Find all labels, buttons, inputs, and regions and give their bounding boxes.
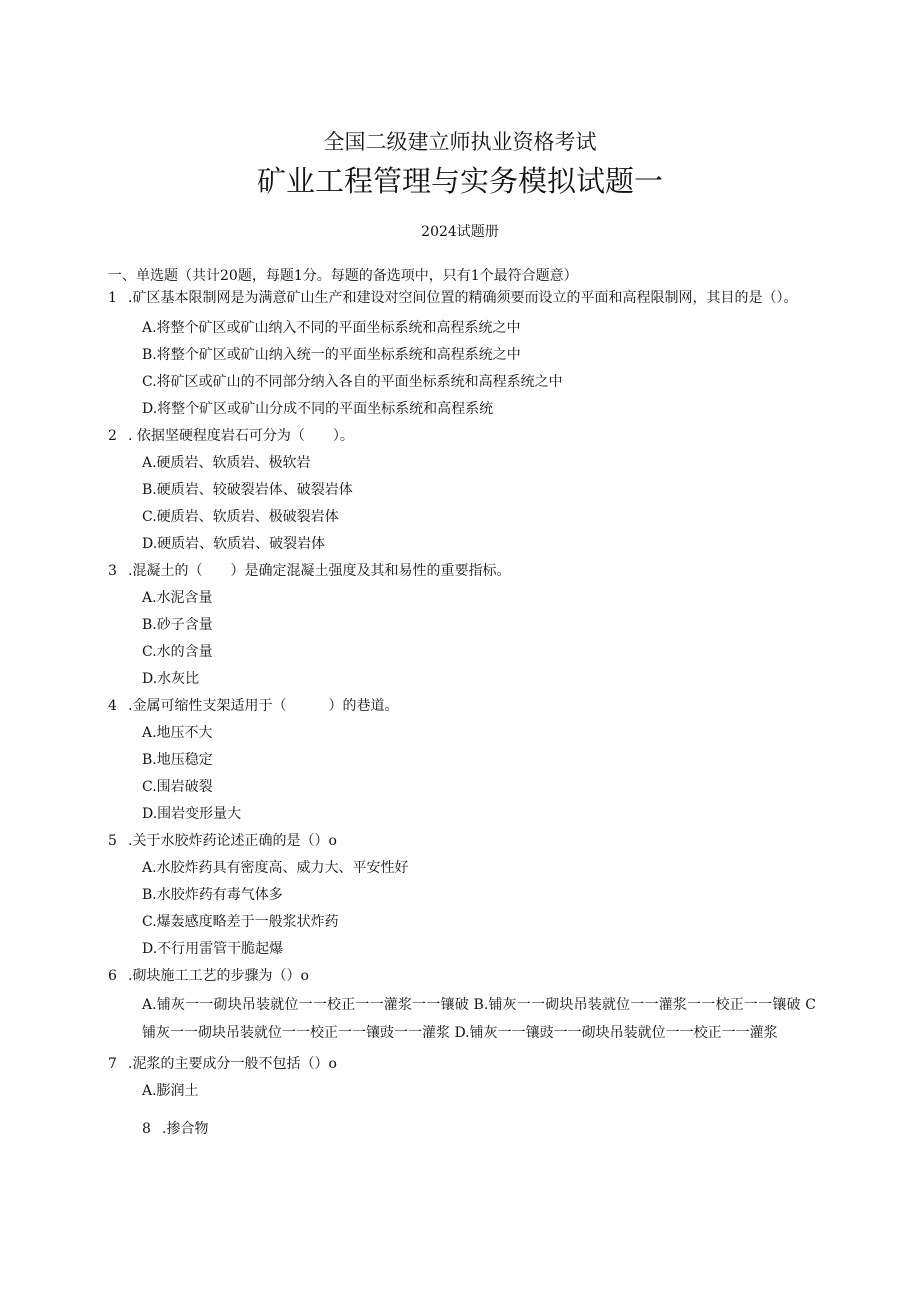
question-item [108,696,816,824]
option-b: B.硬质岩、较破裂岩体、破裂岩体 [142,482,353,498]
option-a: A.水泥含量 [142,590,213,606]
option-a: A.膨润土 [142,1083,199,1099]
question-number: 6 [108,968,117,984]
question-stem [108,966,816,986]
trailing-text: .掺合物 [162,1121,209,1137]
question-number: 7 [108,1056,117,1072]
question-text: .金属可缩性支架适用于（ ）的巷道。 [128,698,399,714]
option-d: D.围岩变形量大 [142,806,242,822]
question-content [108,266,816,1139]
option-d: D.将整个矿区或矿山分成不同的平面坐标系统和高程系统 [142,401,494,417]
question-text: .砌块施工工艺的步骤为（）o [128,968,309,984]
question-number: 1 [108,290,117,306]
question-stem [108,288,816,308]
option-d: D.硬质岩、软质岩、破裂岩体 [142,536,326,552]
option-b: B.将整个矿区或矿山纳入统一的平面坐标系统和高程系统之中 [142,347,521,363]
question-stem [108,831,816,851]
option-a: A.水胶炸药具有密度高、威力大、平安性好 [142,860,409,876]
option-d: D.不行用雷管干脆起爆 [142,941,284,957]
trailing-number: 8 [142,1121,151,1137]
question-text: .矿区基本限制网是为满意矿山生产和建设对空间位置的精确须要而设立的平面和高程限制网，其目的是（）。 [128,290,798,306]
option-a: A.将整个矿区或矿山纳入不同的平面坐标系统和高程系统之中 [142,320,521,336]
option-a: A.地压不大 [142,725,213,741]
question-number: 5 [108,833,117,849]
option-c: C.将矿区或矿山的不同部分纳入各自的平面坐标系统和高程系统之中 [142,374,563,390]
option-c: C.水的含量 [142,644,213,660]
question-item [108,426,816,554]
options-run-on-paragraph: A.铺灰一一砌块吊装就位一一校正一一灌浆一一镶破 B.铺灰一一砌块吊装就位一一灌浆一一校正一一镶破 C铺灰一一砌块吊装就位一一校正一一镶豉一一灌浆 D.铺灰一一镶豉一一砌块吊装就位一一校正一一灌浆 [142,997,816,1041]
option-c: C.围岩破裂 [142,779,213,795]
option-b: B.砂子含量 [142,617,213,633]
option-c: C.硬质岩、软质岩、极破裂岩体 [142,509,339,525]
question-stem [108,696,816,716]
question-stem [108,1054,816,1074]
option-c: C.爆轰感度略差于一般浆状炸药 [142,914,339,930]
exam-series-title: 全国二级建立师执业资格考试 [323,130,597,154]
section-title: 一、单选题（共计20题，每题1分。每题的备选项中，只有1个最符合题意） [108,268,578,284]
option-d: D.水灰比 [142,671,200,687]
question-number: 4 [108,698,117,714]
exam-paper-title: 矿业工程管理与实务模拟试题一 [256,164,663,198]
question-stem [108,426,816,446]
question-item [108,1054,816,1101]
question-item [108,966,816,1047]
question-text: . 依据坚硬程度岩石可分为（ ）。 [128,428,354,444]
option-b: B.水胶炸药有毒气体多 [142,887,283,903]
trailing-numbered-line [108,1119,816,1139]
question-number: 3 [108,563,117,579]
question-text: .混凝土的（ ）是确定混凝土强度及其和易性的重要指标。 [128,563,511,579]
question-stem [108,561,816,581]
question-item [108,831,816,959]
year-label: 2024试题册 [421,224,499,240]
question-item [108,561,816,689]
option-b: B.地压稳定 [142,752,213,768]
question-text: .泥浆的主要成分一般不包括（）o [128,1056,337,1072]
question-text: .关于水胶炸药论述正确的是（）o [128,833,337,849]
option-a: A.硬质岩、软质岩、极软岩 [142,455,311,471]
question-item [108,288,816,419]
question-number: 2 [108,428,117,444]
